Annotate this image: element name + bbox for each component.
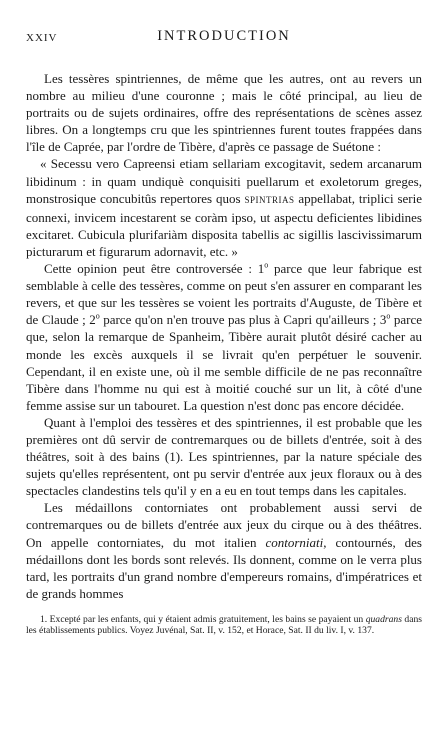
paragraph-controversy [26, 260, 422, 414]
controversy-part-4: parce que, selon la remarque de Spanheim, Tibère aurait plutôt désiré cacher au monde les excès auxquels il se livrait qu'en perpétuer le souvenir. Cependant, il en existe une, où il me semble difficile de ne pas reconnaître Tibère dans l'homme nu qui est à moitié couché sur un lit, à côté d'une femme assise sur un tabouret. La question n'est donc pas encore décidée. [26, 312, 422, 413]
running-title: INTRODUCTION [157, 28, 291, 44]
ordinal-mark-3: o [386, 311, 391, 321]
controversy-part-3: parce qu'on n'en trouve pas plus à Capri qu'ailleurs ; 3 [99, 312, 387, 328]
body-text [26, 70, 422, 602]
paragraph-usage: Quant à l'emploi des tessères et des spintriennes, il est probable que les premières ont dû servir de contremarques ou de billets d'entrée, soit à des théâtres, soit à des bains (1). Les spintriennes, par la nature spéciale des sujets qu'elles représentent, ont pu servir d'entrée aux jeux floraux ou à des spectacles clandestins tels qu'il y en a eu en tout temps dans les capitales. [26, 414, 422, 499]
quote-text-part-1: « Secessu vero Capreensi etiam sellariam excogitavit, sedem arcanarum libidinum : in quam undiquè conquisiti puellarum et exoletorum greges, monstrosique concubitûs repertores quos [26, 156, 422, 206]
ordinal-mark-1: o [264, 260, 269, 270]
ordinal-mark-2: o [95, 311, 100, 321]
quote-spintrias: SPINTRIAS [244, 194, 295, 205]
contorniates-part-2: , contournés, des médaillons dont les bords sont relevés. Ils donnent, comme on le verra plus tard, les portraits d'un grand nombre d'empereurs romains, d'impératrices et de grands hommes [26, 534, 422, 601]
controversy-part-2: parce que leur fabrique est semblable à celle des tessères, comme on peut s'en assurer en comparant les revers, et que sur les tessères se voient les portraits d'Auguste, de Tibère et de Claude ; 2 [26, 261, 423, 328]
page-number: XXIV [26, 32, 58, 44]
contorniati-term: contorniati [265, 534, 324, 550]
contorniates-part-1: Les médaillons contorniates ont probablement aussi servi de contremarques ou de billets d'entrée aux jeux du cirque ou à des théâtres. On appelle contorniates, du mot italien [26, 500, 422, 550]
footnote-1 [26, 614, 422, 636]
footnote-part-2: dans les établissements publics. Voyez Juvénal, Sat. II, v. 152, et Horace, Sat. II du liv. I, v. 137. [26, 613, 423, 637]
paragraph-contorniates [26, 499, 422, 602]
page-header [26, 20, 422, 44]
suetonius-quote [26, 155, 422, 260]
controversy-part-1: Cette opinion peut être controversée : 1 [44, 261, 265, 277]
footnote-part-1: 1. Excepté par les enfants, qui y étaient admis gratuitement, les bains se payaient un [40, 613, 366, 625]
quote-text-part-2: appellabat, triplici serie connexi, invicem incestarent se coràm ipso, ut aspectu deficientes libidines excitaret. Cubicula plurifariàm disposita tabellis ac sigillis lascivissimarum picturarum et figurarum adornavit, etc. » [26, 190, 422, 259]
footnote-quadrans: quadrans [365, 613, 402, 625]
paragraph-spintriennes: Les tessères spintriennes, de même que les autres, ont au revers un nombre au milieu d'une couronne ; mais le côté principal, au lieu de portraits ou de sujets ordinaires, offre des représentations de scènes assez libres. On a longtemps cru que les spintriennes furent toutes frappées dans l'île de Caprée, par l'ordre de Tibère, d'après ce passage de Suétone : [26, 71, 422, 155]
